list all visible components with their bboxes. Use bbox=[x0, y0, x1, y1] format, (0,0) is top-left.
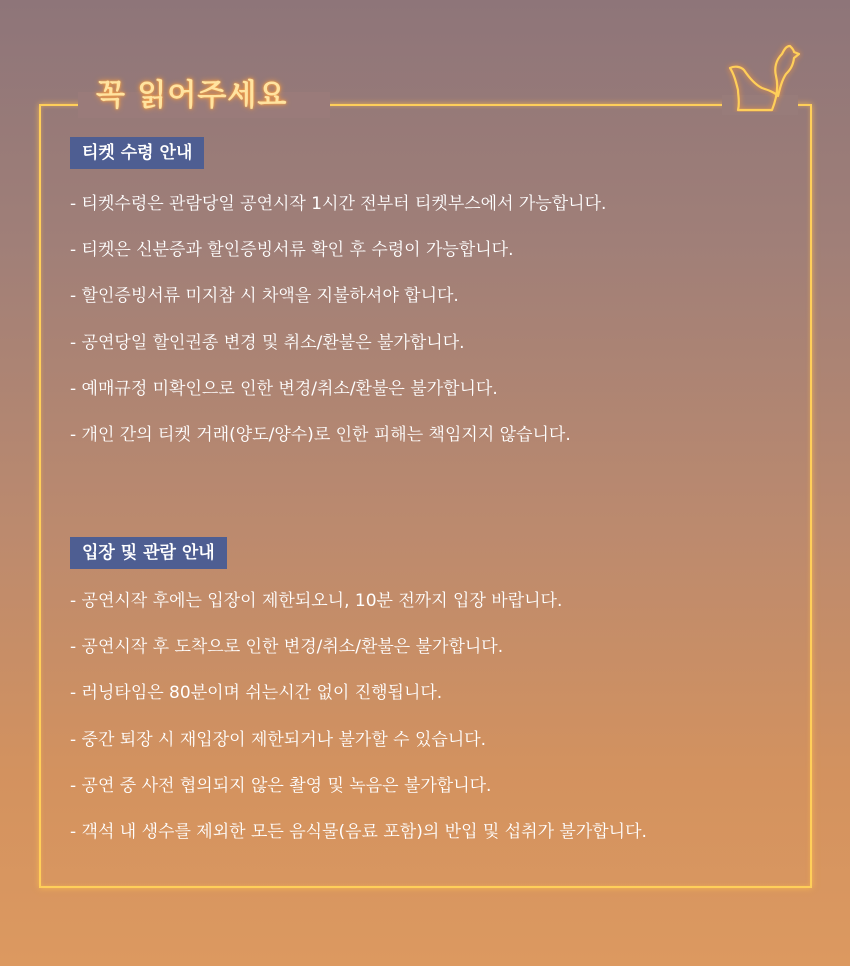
list-item: - 할인증빙서류 미지참 시 차액을 지불하셔야 합니다. bbox=[70, 284, 606, 330]
admission-notice-list bbox=[70, 589, 647, 866]
rooster-icon bbox=[724, 40, 804, 112]
list-item: - 개인 간의 티켓 거래(양도/양수)로 인한 피해는 책임지지 않습니다. bbox=[70, 423, 606, 469]
page-title: 꼭 읽어주세요 bbox=[96, 78, 288, 113]
list-item: - 티켓은 신분증과 할인증빙서류 확인 후 수령이 가능합니다. bbox=[70, 238, 606, 284]
list-item: - 공연시작 후에는 입장이 제한되오니, 10분 전까지 입장 바랍니다. bbox=[70, 589, 647, 635]
list-item: - 중간 퇴장 시 재입장이 제한되거나 불가할 수 있습니다. bbox=[70, 728, 647, 774]
list-item: - 공연 중 사전 협의되지 않은 촬영 및 녹음은 불가합니다. bbox=[70, 774, 647, 820]
section-label-admission: 입장 및 관람 안내 bbox=[70, 537, 227, 569]
ticket-notice-list bbox=[70, 192, 606, 469]
list-item: - 티켓수령은 관람당일 공연시작 1시간 전부터 티켓부스에서 가능합니다. bbox=[70, 192, 606, 238]
list-item: - 예매규정 미확인으로 인한 변경/취소/환불은 불가합니다. bbox=[70, 377, 606, 423]
list-item: - 러닝타임은 80분이며 쉬는시간 없이 진행됩니다. bbox=[70, 681, 647, 727]
list-item: - 공연시작 후 도착으로 인한 변경/취소/환불은 불가합니다. bbox=[70, 635, 647, 681]
section-label-ticket: 티켓 수령 안내 bbox=[70, 137, 204, 169]
list-item: - 객석 내 생수를 제외한 모든 음식물(음료 포함)의 반입 및 섭취가 불가합니다. bbox=[70, 820, 647, 866]
list-item: - 공연당일 할인권종 변경 및 취소/환불은 불가합니다. bbox=[70, 331, 606, 377]
